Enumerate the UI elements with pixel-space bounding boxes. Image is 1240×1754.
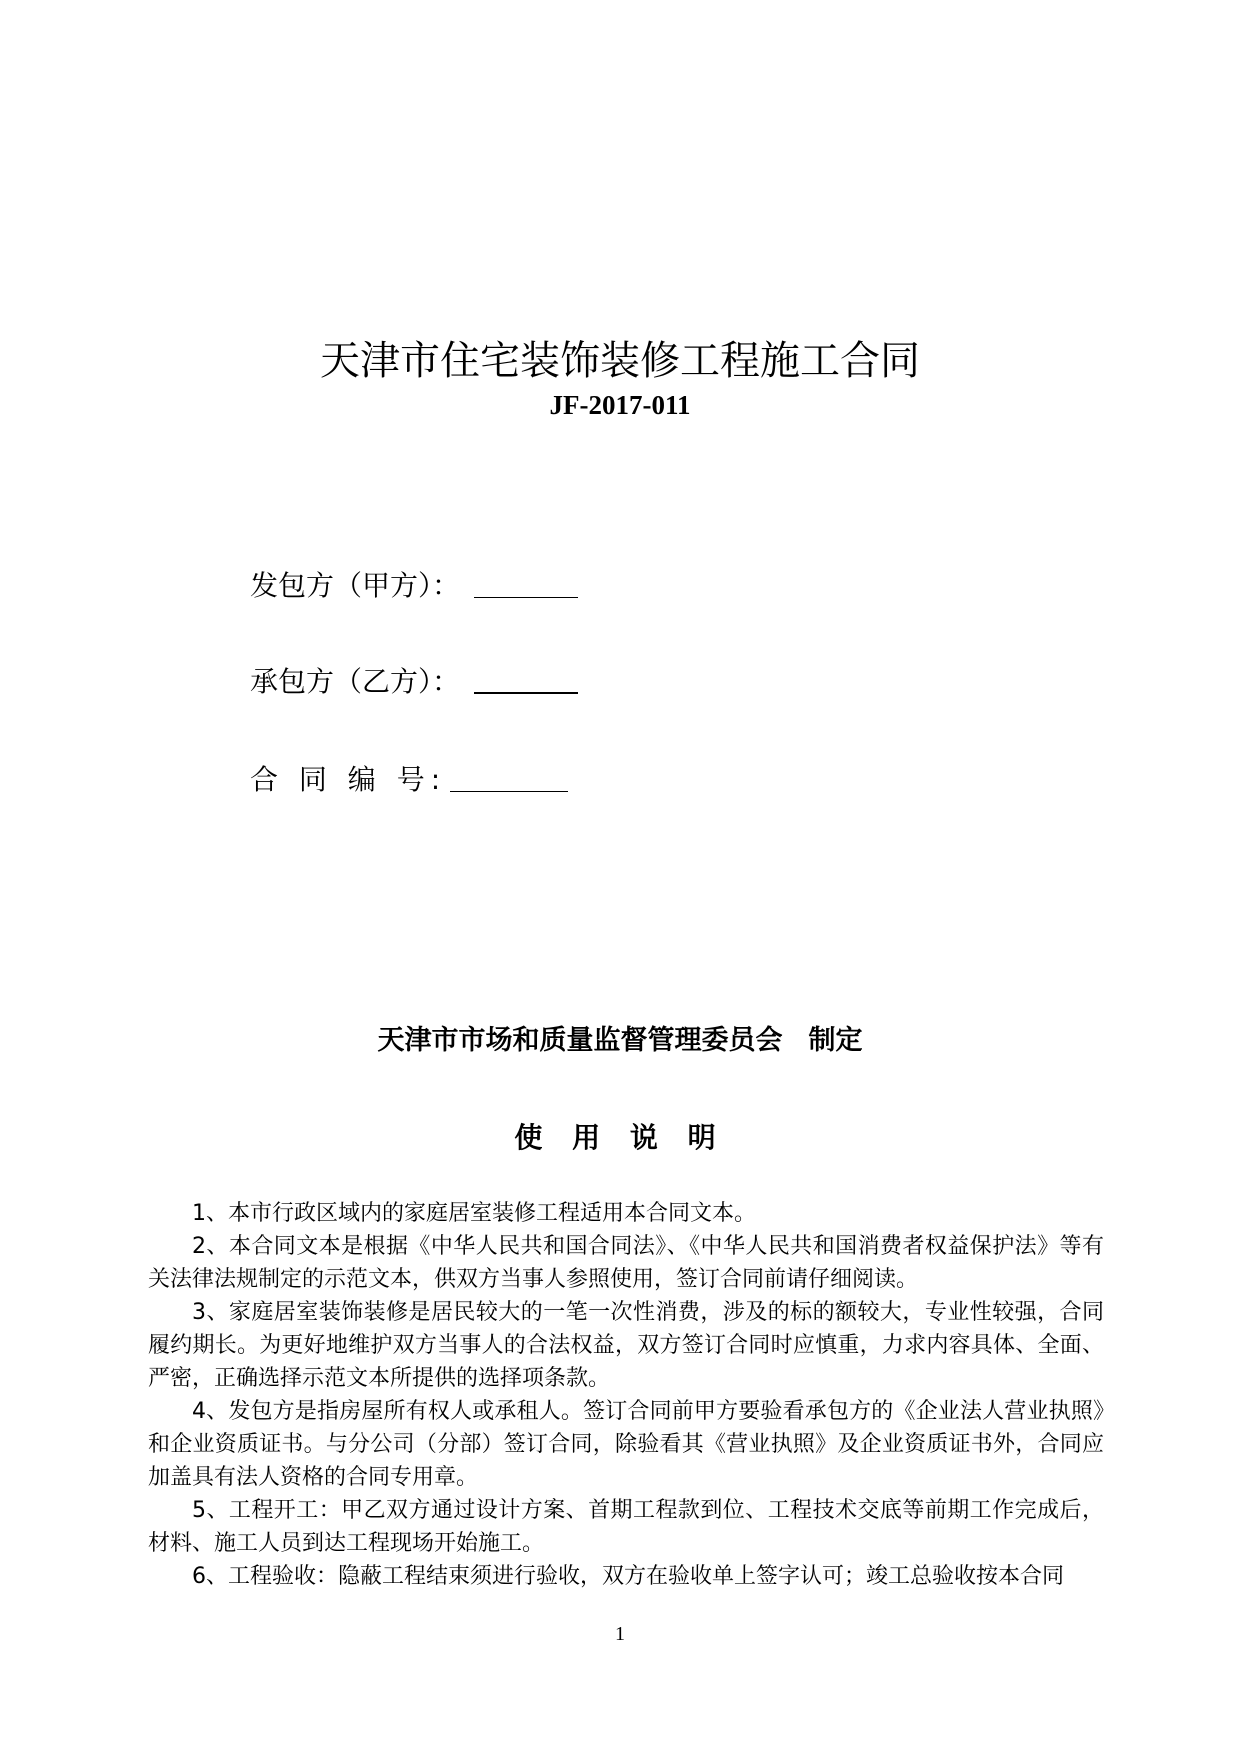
instruction-item: 3、家庭居室装饰装修是居民较大的一笔一次性消费，涉及的标的额较大，专业性较强，合同履约期长。为更好地维护双方当事人的合法权益，双方签订合同时应慎重，力求内容具体、全面、严密，正确选择示范文本所提供的选择项条款。 [148, 1300, 1104, 1391]
contract-number-blank-line[interactable] [450, 763, 568, 792]
issuer-line [0, 1024, 1240, 1058]
party-a-blank-line[interactable] [474, 569, 578, 598]
issuer-suffix: 制定 [808, 1025, 863, 1056]
instruction-item: 1、本市行政区域内的家庭居室装修工程适用本合同文本。 [192, 1201, 756, 1226]
party-b-label: 承包方（乙方）： [250, 665, 461, 698]
instruction-item: 4、发包方是指房屋所有权人或承租人。签订合同前甲方要验看承包方的《企业法人营业执照》和企业资质证书。与分公司（分部）签订合同，除验看其《营业执照》及企业资质证书外，合同应加盖具有法人资格的合同专用章。 [148, 1399, 1104, 1490]
issuer-organization: 天津市市场和质量监督管理委员会 [377, 1025, 783, 1056]
instruction-item: 2、本合同文本是根据《中华人民共和国合同法》、《中华人民共和国消费者权益保护法》等有关法律法规制定的示范文本，供双方当事人参照使用，签订合同前请仔细阅读。 [148, 1234, 1104, 1292]
contract-code: JF-2017-011 [549, 390, 691, 420]
contract-title: 天津市住宅装饰装修工程施工合同 [320, 338, 920, 384]
contract-number-label: 合 同 编 号: [250, 763, 447, 796]
party-a-field [250, 568, 578, 604]
party-b-blank-line[interactable] [474, 664, 578, 694]
instruction-item: 5、工程开工：甲乙双方通过设计方案、首期工程款到位、工程技术交底等前期工作完成后，材料、施工人员到达工程现场开始施工。 [148, 1498, 1104, 1556]
party-b-field [250, 664, 578, 700]
contract-number-field [250, 762, 568, 798]
instruction-item: 6、工程验收：隐蔽工程结束须进行验收，双方在验收单上签字认可；竣工总验收按本合同 [192, 1564, 1065, 1589]
party-a-label: 发包方（甲方）： [250, 569, 461, 602]
page-number: 1 [615, 1623, 625, 1645]
instructions-heading: 使 用 说 明 [514, 1121, 726, 1154]
instructions-body [148, 1197, 1104, 1593]
